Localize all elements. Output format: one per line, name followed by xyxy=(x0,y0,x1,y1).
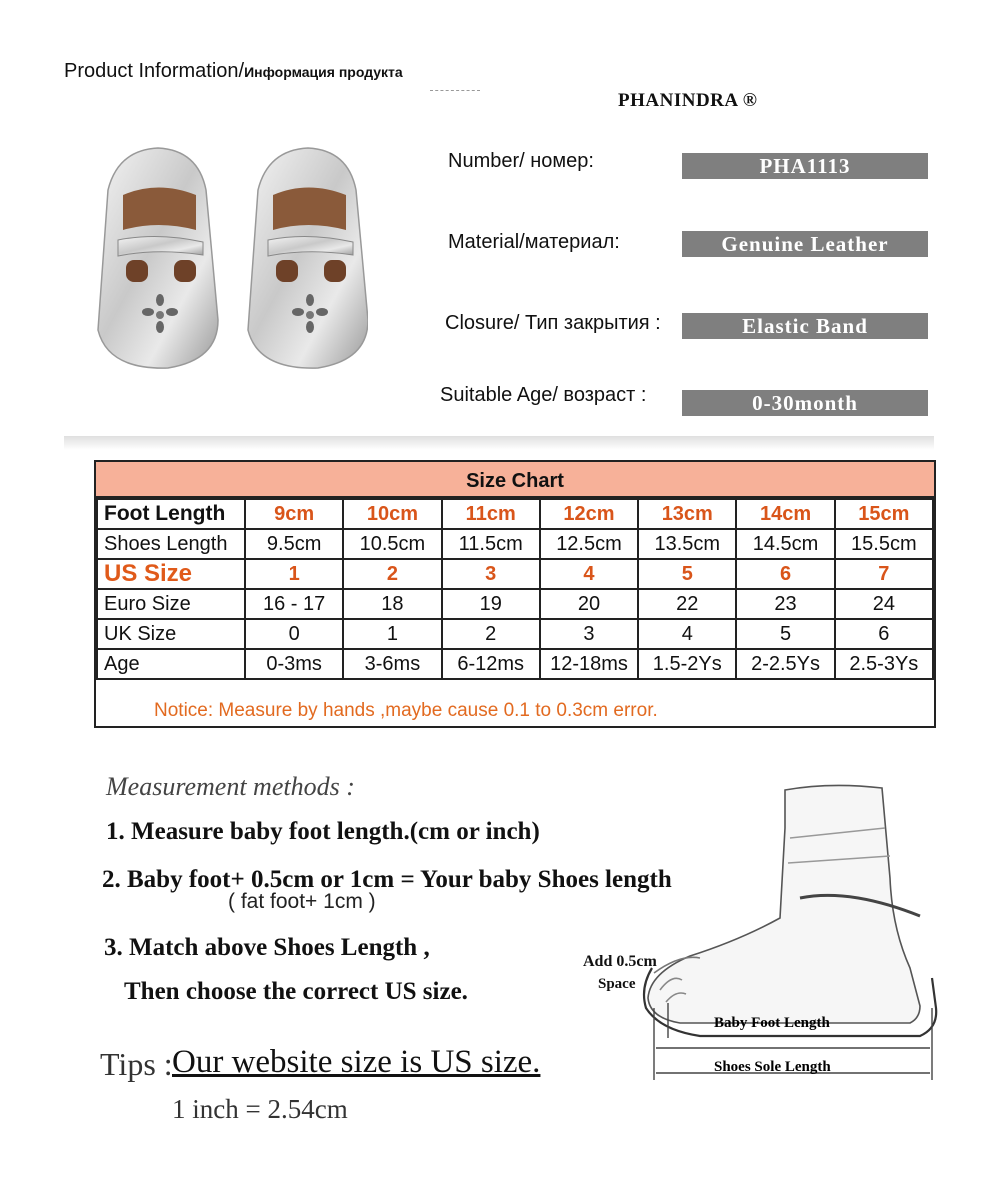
product-info-title-ru: Информация продукта xyxy=(244,64,403,80)
size-cell: 3-6ms xyxy=(343,649,441,679)
size-cell: 12-18ms xyxy=(540,649,638,679)
shoes-sole-length-label: Shoes Sole Length xyxy=(714,1059,831,1075)
size-cell: 1 xyxy=(343,619,441,649)
size-cell: 7 xyxy=(835,559,933,589)
size-row-foot-length xyxy=(97,499,933,529)
size-cell: 5 xyxy=(736,619,834,649)
size-cell: 3 xyxy=(442,559,540,589)
size-cell: 23 xyxy=(736,589,834,619)
size-cell: 12.5cm xyxy=(540,529,638,559)
size-row-uk-size xyxy=(97,619,933,649)
size-cell: 6-12ms xyxy=(442,649,540,679)
measure-step-1: 1. Measure baby foot length.(cm or inch) xyxy=(106,818,540,845)
size-cell: 4 xyxy=(638,619,736,649)
size-cell: 1 xyxy=(245,559,343,589)
inch-conversion: 1 inch = 2.54cm xyxy=(172,1094,348,1124)
size-cell: 15cm xyxy=(835,499,933,529)
size-table xyxy=(96,498,934,680)
size-cell: 2 xyxy=(442,619,540,649)
info-label-material: Material/материал: xyxy=(448,231,620,253)
brand-name: PHANINDRA ® xyxy=(618,90,758,111)
size-cell: 2.5-3Ys xyxy=(835,649,933,679)
size-cell: 2-2.5Ys xyxy=(736,649,834,679)
size-cell: 14cm xyxy=(736,499,834,529)
size-cell: 9cm xyxy=(245,499,343,529)
title-underline xyxy=(430,90,480,91)
size-cell: 0-3ms xyxy=(245,649,343,679)
size-row-label: Age xyxy=(97,649,245,679)
measurement-title: Measurement methods : xyxy=(106,772,355,801)
size-cell: 6 xyxy=(736,559,834,589)
info-label-closure: Closure/ Тип закрытия : xyxy=(445,312,661,334)
size-cell: 2 xyxy=(343,559,441,589)
size-cell: 13.5cm xyxy=(638,529,736,559)
info-label-number: Number/ номер: xyxy=(448,150,594,172)
size-cell: 0 xyxy=(245,619,343,649)
size-cell: 20 xyxy=(540,589,638,619)
size-cell: 9.5cm xyxy=(245,529,343,559)
size-row-us-size xyxy=(97,559,933,589)
size-cell: 3 xyxy=(540,619,638,649)
info-label-age: Suitable Age/ возраст : xyxy=(440,384,647,406)
size-chart xyxy=(94,460,936,728)
size-row-label: US Size xyxy=(97,559,245,589)
silver-shoes-image xyxy=(78,120,368,410)
size-cell: 16 - 17 xyxy=(245,589,343,619)
size-row-euro-size xyxy=(97,589,933,619)
size-row-label: Euro Size xyxy=(97,589,245,619)
size-chart-notice: Notice: Measure by hands ,maybe cause 0.1 to 0.3cm error. xyxy=(154,700,658,721)
baby-foot-length-label: Baby Foot Length xyxy=(714,1015,830,1031)
product-info-title xyxy=(64,60,403,83)
measure-step-2: 2. Baby foot+ 0.5cm or 1cm = Your baby Shoes length xyxy=(102,866,672,893)
size-chart-title: Size Chart xyxy=(96,462,934,498)
size-cell: 22 xyxy=(638,589,736,619)
info-value-closure: Elastic Band xyxy=(682,313,928,339)
measure-step-2-note: ( fat foot+ 1cm ) xyxy=(228,890,376,913)
size-cell: 10.5cm xyxy=(343,529,441,559)
size-row-age xyxy=(97,649,933,679)
product-info-title-en: Product Information/ xyxy=(64,60,245,82)
size-cell: 5 xyxy=(638,559,736,589)
space-label: Space xyxy=(598,976,636,992)
size-row-label: Shoes Length xyxy=(97,529,245,559)
size-cell: 11cm xyxy=(442,499,540,529)
size-cell: 1.5-2Ys xyxy=(638,649,736,679)
size-row-shoes-length xyxy=(97,529,933,559)
size-cell: 6 xyxy=(835,619,933,649)
size-cell: 14.5cm xyxy=(736,529,834,559)
size-row-label: Foot Length xyxy=(97,499,245,529)
size-cell: 15.5cm xyxy=(835,529,933,559)
size-cell: 10cm xyxy=(343,499,441,529)
measure-step-3: 3. Match above Shoes Length , xyxy=(104,934,430,961)
info-value-number: PHA1113 xyxy=(682,153,928,179)
add-space-label: Add 0.5cm xyxy=(583,953,657,970)
tips-label: Tips : xyxy=(100,1046,173,1082)
tips-value: Our website size is US size. xyxy=(172,1044,541,1080)
size-row-label: UK Size xyxy=(97,619,245,649)
measure-step-3b: Then choose the correct US size. xyxy=(124,978,468,1005)
size-cell: 19 xyxy=(442,589,540,619)
foot-measurement-diagram xyxy=(620,768,950,1108)
size-cell: 13cm xyxy=(638,499,736,529)
info-value-age: 0-30month xyxy=(682,390,928,416)
size-cell: 18 xyxy=(343,589,441,619)
size-cell: 4 xyxy=(540,559,638,589)
size-cell: 11.5cm xyxy=(442,529,540,559)
info-value-material: Genuine Leather xyxy=(682,231,928,257)
size-cell: 24 xyxy=(835,589,933,619)
divider xyxy=(64,436,934,450)
size-cell: 12cm xyxy=(540,499,638,529)
